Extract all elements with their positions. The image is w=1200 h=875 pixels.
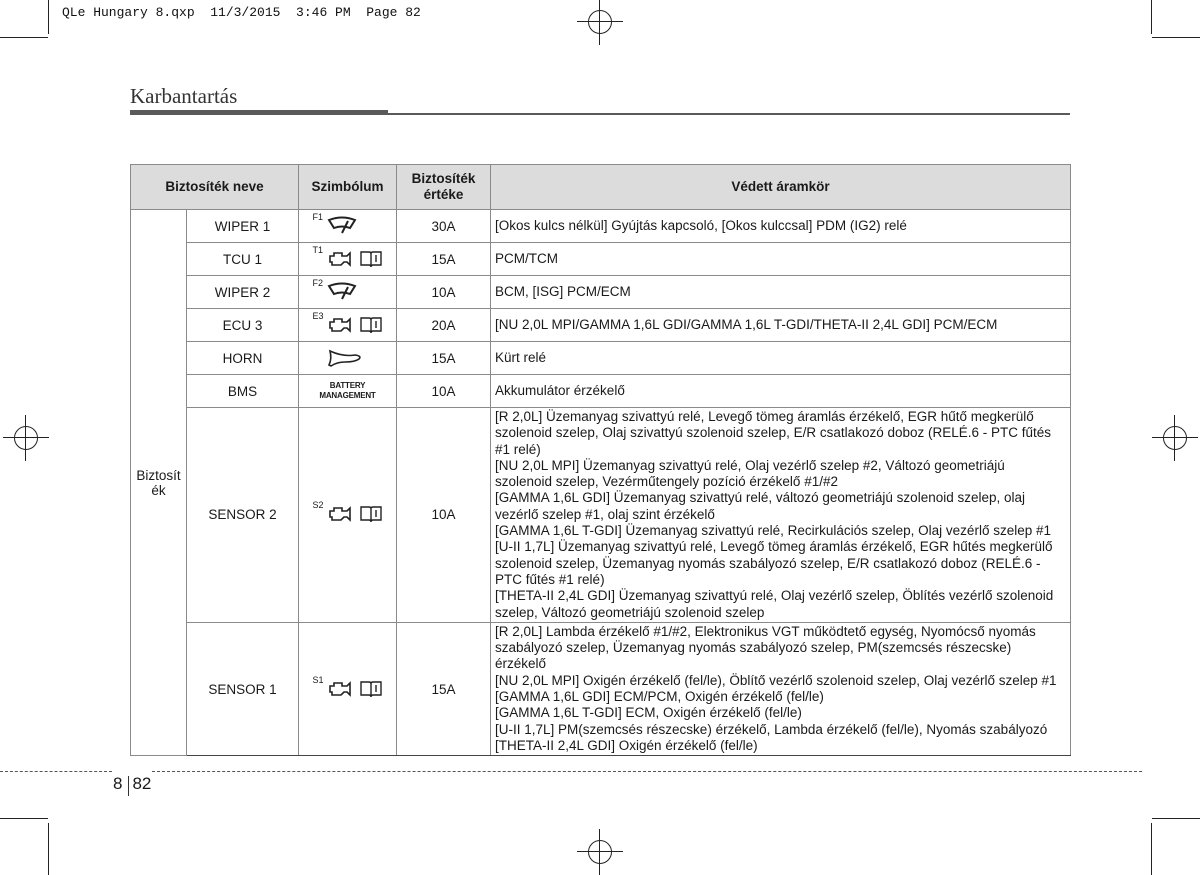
header-rating-line1: Biztosíték bbox=[411, 171, 476, 186]
print-slug: QLe Hungary 8.qxp 11/3/2015 3:46 PM Page 82 bbox=[62, 5, 421, 20]
header-protected-circuit: Védett áramkör bbox=[491, 165, 1071, 210]
protected-circuit bbox=[491, 375, 1071, 408]
protected-circuit bbox=[491, 309, 1071, 342]
header-rating-line2: értéke bbox=[423, 187, 464, 202]
circuit-line: PCM/TCM bbox=[495, 250, 559, 266]
fuse-rating: 15A bbox=[397, 342, 491, 375]
fuse-symbol bbox=[299, 408, 397, 623]
circuit-line: BCM, [ISG] PCM/ECM bbox=[495, 283, 631, 299]
fuse-rating: 10A bbox=[397, 276, 491, 309]
table-row bbox=[131, 309, 1071, 342]
header-fuse-name: Biztosíték neve bbox=[131, 165, 299, 210]
section-title: Karbantartás bbox=[130, 84, 238, 108]
circuit-line: [THETA-II 2,4L GDI] Oxigén érzékelő (fel/le) bbox=[495, 737, 758, 753]
battery-management-icon bbox=[303, 381, 392, 401]
fuse-code: E3 bbox=[312, 310, 324, 321]
circuit-line: [NU 2,0L MPI] Üzemanyag szivattyú relé, Olaj vezérlő szelep #2, Változó geometriájú bbox=[495, 457, 1005, 473]
fuse-symbol bbox=[299, 243, 397, 276]
fuse-symbol bbox=[299, 622, 397, 755]
chapter-number: 8 bbox=[113, 774, 123, 793]
page-number-value: 82 bbox=[132, 774, 152, 793]
battery-management-label-2: MANAGEMENT bbox=[319, 391, 376, 400]
protected-circuit bbox=[491, 243, 1071, 276]
protected-circuit bbox=[491, 342, 1071, 375]
circuit-line: szolenoid szelep, Vezérműtengely pozíció érzékelő #1/#2 bbox=[495, 474, 838, 490]
fuse-rating: 15A bbox=[397, 622, 491, 755]
circuit-line: szabályozó szelep, Üzemanyag nyomás szabályozó szelep, PM(szemcsés részecske) bbox=[495, 640, 1012, 656]
fuse-symbol bbox=[299, 210, 397, 243]
circuit-line: Kürt relé bbox=[495, 349, 547, 365]
circuit-line: [U-II 1,7L] PM(szemcsés részecske) érzékelő, Lambda érzékelő (fel/le), Nyomás szabályozó bbox=[495, 721, 1048, 737]
fuse-symbol bbox=[299, 375, 397, 408]
circuit-line: [NU 2,0L MPI/GAMMA 1,6L GDI/GAMMA 1,6L T-GDI/THETA-II 2,4L GDI] PCM/ECM bbox=[495, 316, 998, 332]
fuse-rating: 30A bbox=[397, 210, 491, 243]
title-rule bbox=[130, 110, 388, 115]
fuse-rating: 10A bbox=[397, 375, 491, 408]
table-row bbox=[131, 276, 1071, 309]
table-row bbox=[131, 210, 1071, 243]
page-number bbox=[113, 774, 151, 794]
circuit-line: [NU 2,0L MPI] Oxigén érzékelő (fel/le), Öblítő vezérlő szolenoid szelep, Olaj vezérlő szelep #1 bbox=[495, 672, 1057, 688]
circuit-line: szelep, Változó geometriájú szolenoid szelep bbox=[495, 604, 765, 620]
circuit-line: [GAMMA 1,6L T-GDI] ECM, Oxigén érzékelő (fel/le) bbox=[495, 705, 802, 721]
fuse-rating: 15A bbox=[397, 243, 491, 276]
fuse-name: BMS bbox=[187, 375, 299, 408]
circuit-line: [Okos kulcs nélkül] Gyújtás kapcsoló, [Okos kulccsal] PDM (IG2) relé bbox=[495, 217, 907, 233]
protected-circuit bbox=[491, 210, 1071, 243]
table-row bbox=[131, 342, 1071, 375]
page-number-divider bbox=[128, 776, 129, 796]
table-row bbox=[131, 375, 1071, 408]
protected-circuit bbox=[491, 276, 1071, 309]
header-fuse-rating bbox=[397, 165, 491, 210]
fuse-table bbox=[130, 164, 1071, 756]
circuit-line: PTC fűtés #1 relé) bbox=[495, 571, 605, 587]
title-rule-thin bbox=[388, 113, 1070, 115]
fuse-symbol bbox=[299, 309, 397, 342]
circuit-line: [R 2,0L] Lambda érzékelő #1/#2, Elektronikus VGT működtető egység, Nyomócső nyomás bbox=[495, 623, 1036, 639]
circuit-line: [GAMMA 1,6L T-GDI] Üzemanyag szivattyú relé, Recirkulációs szelep, Olaj vezérlő szelep #1 bbox=[495, 523, 1051, 539]
protected-circuit bbox=[491, 408, 1071, 623]
footer-rule-left bbox=[0, 771, 112, 772]
circuit-line: szolenoid szelep, Olaj szivattyú szolenoid szelep, E/R csatlakozó doboz (RELÉ.6 - PTC fűtés bbox=[495, 425, 1052, 441]
circuit-line: szolenoid szelep, Üzemanyag nyomás szabályozó szelep, E/R csatlakozó doboz (RELÉ.6 - bbox=[495, 555, 1041, 571]
header-symbol: Szimbólum bbox=[299, 165, 397, 210]
footer-rule-right bbox=[152, 771, 1142, 772]
circuit-line: [R 2,0L] Üzemanyag szivattyú relé, Levegő tömeg áramlás érzékelő, EGR hűtő megkerülő bbox=[495, 409, 1034, 424]
fuse-code: F1 bbox=[312, 211, 324, 222]
fuse-name: SENSOR 2 bbox=[187, 408, 299, 623]
circuit-line: [GAMMA 1,6L GDI] ECM/PCM, Oxigén érzékelő (fel/le) bbox=[495, 689, 824, 705]
battery-management-label-1: BATTERY bbox=[329, 381, 366, 390]
fuse-name: HORN bbox=[187, 342, 299, 375]
fuse-code: S2 bbox=[312, 500, 324, 511]
circuit-line: vezérlő szelep #1, olaj szint érzékelő bbox=[495, 506, 715, 522]
fuse-name: ECU 3 bbox=[187, 309, 299, 342]
circuit-line: #1 relé) bbox=[495, 441, 541, 457]
fuse-symbol bbox=[299, 342, 397, 375]
fuse-group-label-line1: Biztosít bbox=[136, 467, 181, 483]
fuse-name: TCU 1 bbox=[187, 243, 299, 276]
fuse-symbol bbox=[299, 276, 397, 309]
fuse-name: WIPER 2 bbox=[187, 276, 299, 309]
fuse-rating: 10A bbox=[397, 408, 491, 623]
fuse-group-label bbox=[131, 210, 187, 756]
fuse-code: T1 bbox=[312, 244, 324, 255]
circuit-line: [THETA-II 2,4L GDI] Üzemanyag szivattyú relé, Olaj vezérlő szelep, Öblítés vezérlő szolenoid bbox=[495, 588, 1054, 604]
table-row bbox=[131, 408, 1071, 623]
table-header-row bbox=[131, 165, 1071, 210]
fuse-code: S1 bbox=[312, 674, 324, 685]
fuse-code: F2 bbox=[312, 277, 324, 288]
protected-circuit bbox=[491, 622, 1071, 755]
circuit-line: [U-II 1,7L] Üzemanyag szivattyú relé, Levegő tömeg áramlás érzékelő, EGR hűtés megkerülő bbox=[495, 539, 1053, 555]
circuit-line: érzékelő bbox=[495, 656, 547, 672]
fuse-group-label-line2: ék bbox=[151, 482, 166, 498]
fuse-name: WIPER 1 bbox=[187, 210, 299, 243]
circuit-line: Akkumulátor érzékelő bbox=[495, 382, 625, 398]
fuse-name: SENSOR 1 bbox=[187, 622, 299, 755]
table-row bbox=[131, 622, 1071, 755]
table-row bbox=[131, 243, 1071, 276]
circuit-line: [GAMMA 1,6L GDI] Üzemanyag szivattyú relé, változó geometriájú szolenoid szelep, olaj bbox=[495, 490, 1026, 506]
fuse-rating: 20A bbox=[397, 309, 491, 342]
